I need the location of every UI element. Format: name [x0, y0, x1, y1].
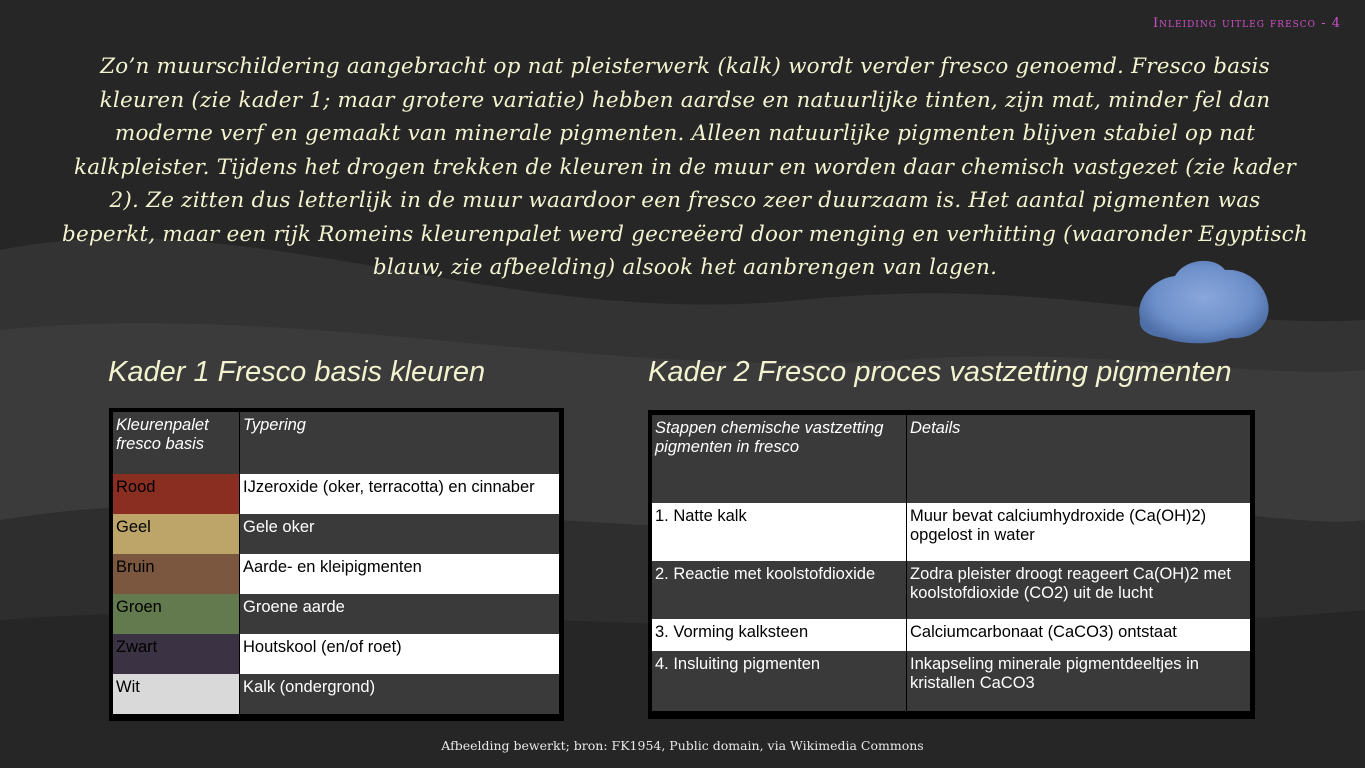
table-row: [652, 561, 1250, 619]
kader2-title: Kader 2 Fresco proces vastzetting pigmenten: [648, 356, 1232, 388]
step-cell: 2. Reactie met koolstofdioxide: [652, 561, 907, 619]
desc-cell: Houtskool (en/of roet): [240, 634, 560, 674]
step-cell: 1. Natte kalk: [652, 503, 907, 561]
table-row: [652, 651, 1250, 711]
table-row: [113, 474, 559, 514]
kader1-table: [113, 412, 559, 714]
color-swatch-cell: Wit: [113, 674, 240, 714]
table-row: [652, 503, 1250, 561]
kader1-table-frame: [109, 408, 564, 721]
detail-cell: Calciumcarbonaat (CaCO3) ontstaat: [907, 619, 1251, 651]
detail-cell: Inkapseling minerale pigmentdeeltjes in kristallen CaCO3: [907, 651, 1251, 711]
desc-cell: IJzeroxide (oker, terracotta) en cinnaber: [240, 474, 560, 514]
intro-paragraph: Zo’n muurschildering aangebracht op nat pleisterwerk (kalk) wordt verder fresco genoemd. Fresco basis kleuren (zie kader 1; maar grotere variatie) hebben aardse en natuurlijke tinten, zijn mat, minder fel dan moderne verf en gemaakt van minerale pigmenten. Alleen natuurlijke pigmenten blijven stabiel op nat kalkpleister. Tijdens het drogen trekken de kleuren in de muur en worden daar chemisch vastgezet (zie kader 2). Ze zitten dus letterlijk in de muur waardoor een fresco zeer duurzaam is. Het aantal pigmenten was beperkt, maar een rijk Romeins kleurenpalet werd gecreëerd door menging en verhitting (waaronder Egyptisch blauw, zie afbeelding) alsook het aanbrengen van lagen.: [62, 54, 1308, 280]
kader2-table-frame: [648, 410, 1255, 719]
table-row: [113, 594, 559, 634]
color-swatch-cell: Bruin: [113, 554, 240, 594]
step-cell: 4. Insluiting pigmenten: [652, 651, 907, 711]
color-swatch-cell: Zwart: [113, 634, 240, 674]
header-cell: Kleurenpalet fresco basis: [113, 412, 240, 474]
detail-cell: Muur bevat calciumhydroxide (Ca(OH)2) opgelost in water: [907, 503, 1251, 561]
desc-cell: Gele oker: [240, 514, 560, 554]
kader2-table: [652, 415, 1250, 711]
desc-cell: Aarde- en kleipigmenten: [240, 554, 560, 594]
desc-cell: Groene aarde: [240, 594, 560, 634]
table-row: [113, 674, 559, 714]
table-row: [113, 634, 559, 674]
header-cell: Stappen chemische vastzetting pigmenten in fresco: [652, 415, 907, 503]
header-cell: Typering: [240, 412, 560, 474]
color-swatch-cell: Groen: [113, 594, 240, 634]
color-swatch-cell: Rood: [113, 474, 240, 514]
table-row: [652, 619, 1250, 651]
image-credit: Afbeelding bewerkt; bron: FK1954, Public domain, via Wikimedia Commons: [441, 738, 924, 753]
desc-cell: Kalk (ondergrond): [240, 674, 560, 714]
slide-header-label: Inleiding uitleg fresco - 4: [1152, 16, 1341, 31]
detail-cell: Zodra pleister droogt reageert Ca(OH)2 met koolstofdioxide (CO2) uit de lucht: [907, 561, 1251, 619]
kader1-title: Kader 1 Fresco basis kleuren: [108, 356, 486, 388]
table-row: [113, 554, 559, 594]
table-header-row: [652, 415, 1250, 503]
table-row: [113, 514, 559, 554]
step-cell: 3. Vorming kalksteen: [652, 619, 907, 651]
header-cell: Details: [907, 415, 1251, 503]
table-header-row: [113, 412, 559, 474]
color-swatch-cell: Geel: [113, 514, 240, 554]
